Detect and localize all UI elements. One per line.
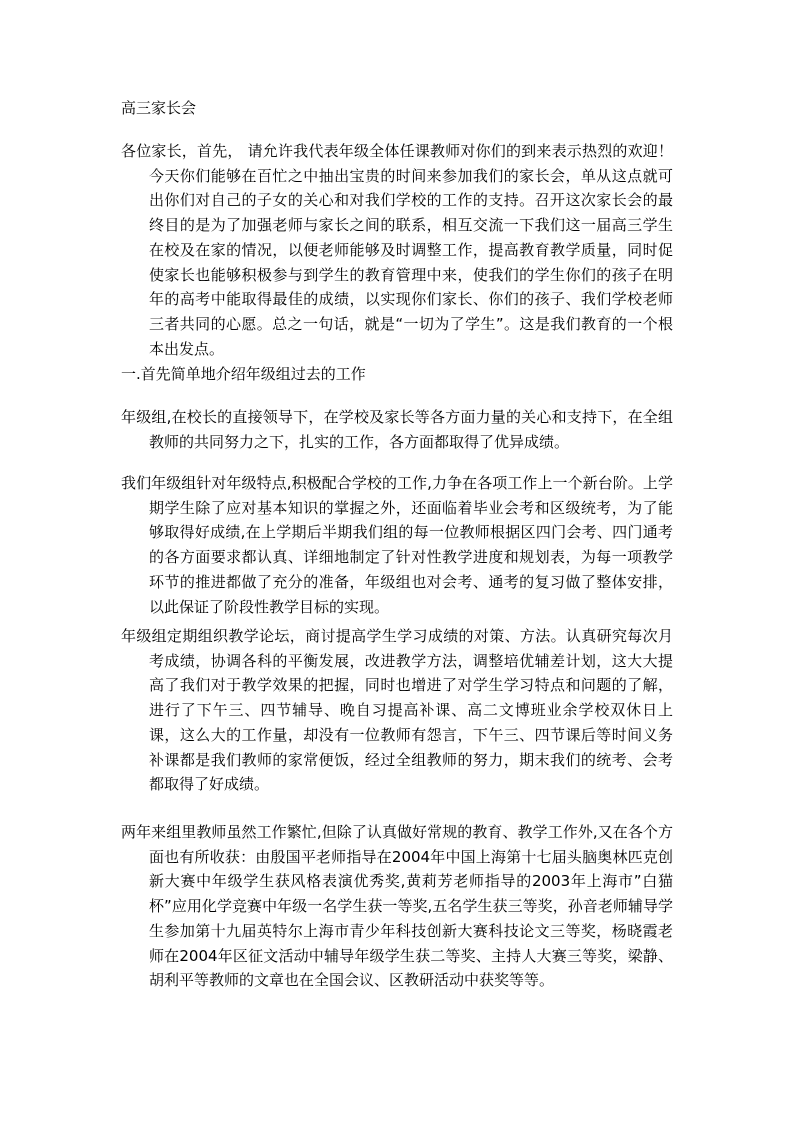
paragraph-achievements: 两年来组里教师虽然工作繁忙,但除了认真做好常规的教育、教学工作外,又在各个方面也有所收获：由殷国平老师指导在2004年中国上海第十七届头脑奥林匹克创新大赛中年级学生获风格表演优秀奖,黄莉芳老师指导的2003年上海市”白猫杯”应用化学竞赛中年级一名学生获一等奖,五名学生获三等奖，孙音老师辅导学生参加第十九届英特尔上海市青少年科技创新大赛科技论文三等奖，杨晓霞老师在2004年区征文活动中辅导年级学生获二等奖、主持人大赛三等奖，梁静、胡利平等教师的文章也在全国会议、区教研活动中获奖等等。 — [121, 823, 673, 990]
paragraph-grade-group: 年级组,在校长的直接领导下，在学校及家长等各方面力量的关心和支持下，在全组教师的共同努力之下，扎实的工作，各方面都取得了优异成绩。 — [121, 408, 673, 451]
paragraph-teaching-forum: 年级组定期组织教学论坛，商讨提高学生学习成绩的对策、方法。认真研究每次月考成绩，协调各科的平衡发展，改进教学方法，调整培优辅差计划，这大大提高了我们对于教学效果的把握，同时也增进了对学生学习特点和问题的了解，进行了下午三、四节辅导、晚自习提高补课、高二文博班业余学校双休日上课，这么大的工作量，却没有一位教师有怨言，下午三、四节课后等时间义务补课都是我们教师的家常便饭，经过全组教师的努力，期末我们的统考、会考都取得了好成绩。 — [121, 627, 673, 794]
paragraph-exam-preparation: 我们年级组针对年级特点,积极配合学校的工作,力争在各项工作上一个新台阶。上学期学生除了应对基本知识的掌握之外，还面临着毕业会考和区级统考，为了能够取得好成绩,在上学期后半期我们组的每一位教师根据区四门会考、四门通考的各方面要求都认真、详细地制定了针对性教学进度和规划表，为每一项教学环节的推进都做了充分的准备，年级组也对会考、通考的复习做了整体安排，以此保证了阶段性教学目标的实现。 — [121, 474, 673, 616]
paragraph-welcome: 各位家长，首先， 请允许我代表年级全体任课教师对你们的到来表示热烈的欢迎！今天你们能够在百忙之中抽出宝贵的时间来参加我们的家长会，单从这点就可出你们对自己的子女的关心和对我们学校的工作的支持。召开这次家长会的最终目的是为了加强老师与家长之间的联系，相互交流一下我们这一届高三学生在校及在家的情况，以便老师能够及时调整工作，提高教育教学质量，同时促使家长也能够积极参与到学生的教育管理中来，使我们的学生你们的孩子在明年的高考中能取得最佳的成绩，以实现你们家长、你们的孩子、我们学校老师三者共同的心愿。总之一句话，就是“一切为了学生”。这是我们教育的一个根本出发点。 — [121, 142, 673, 358]
document-title: 高三家长会 — [121, 99, 197, 117]
section-heading: 一.首先简单地介绍年级组过去的工作 — [121, 365, 366, 383]
